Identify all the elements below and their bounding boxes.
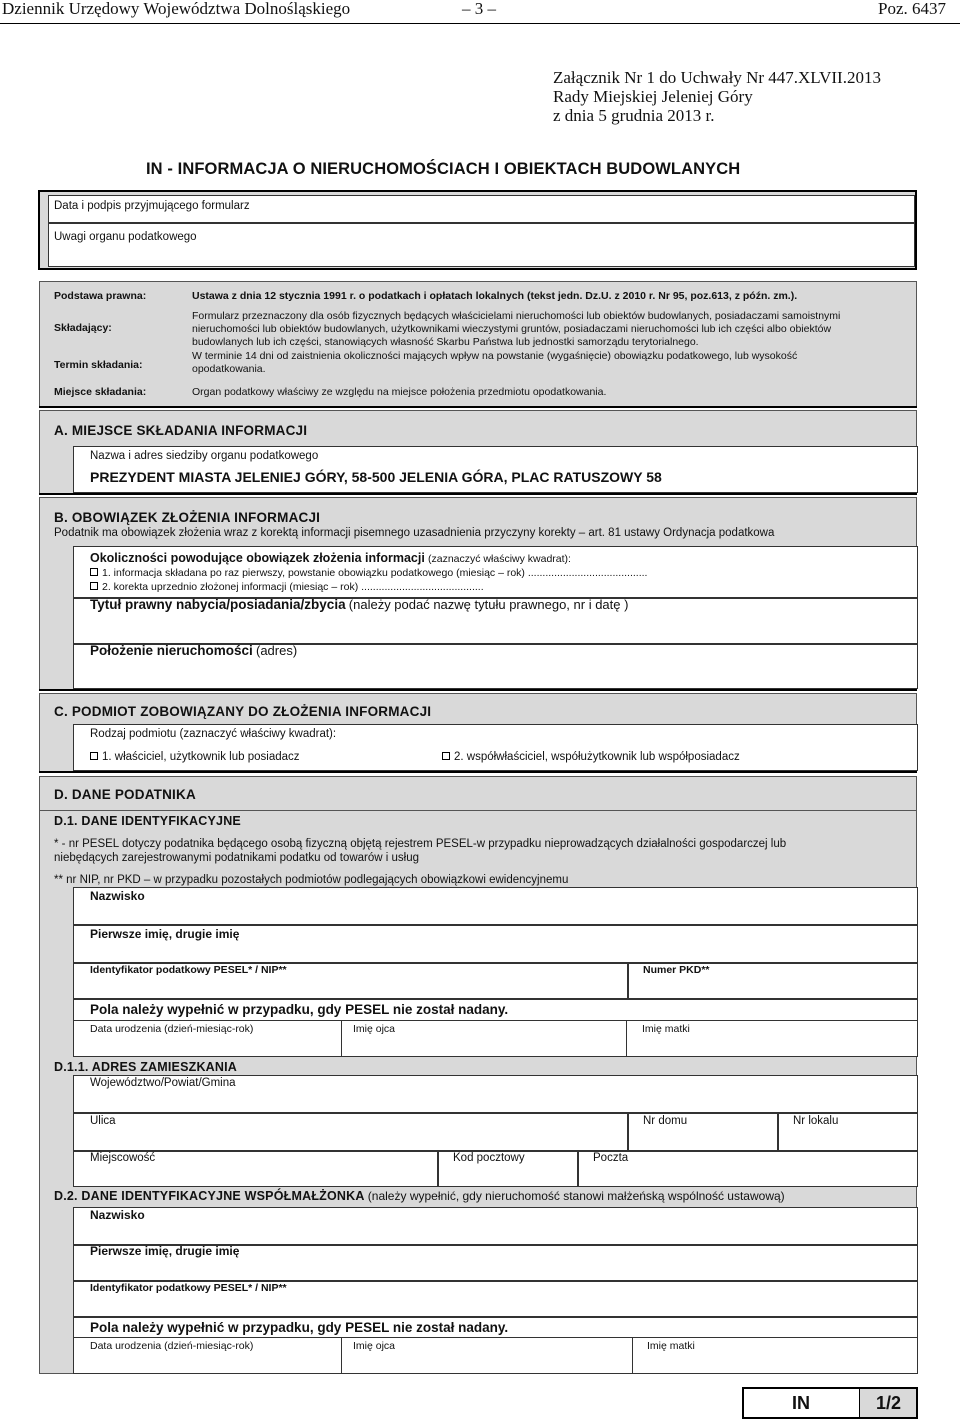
divider — [341, 1021, 342, 1057]
post-office-field[interactable] — [578, 1151, 918, 1187]
divider — [39, 493, 917, 495]
option-first-filing[interactable]: 1. informacja składana po raz pierwszy, powstanie obowiązku podatkowego (miesiąc – rok) ......................................... — [90, 566, 647, 580]
spouse-mother-name-field[interactable]: Imię matki — [647, 1340, 695, 1352]
street-field[interactable] — [73, 1113, 628, 1151]
divider — [626, 1021, 627, 1057]
father-name-field[interactable]: Imię ojca — [353, 1023, 396, 1035]
date-sign-label: Data i podpis przyjmującego formularz — [54, 200, 250, 212]
section-a: A. MIEJSCE SKŁADANIA INFORMACJI Nazwa i adres siedziby organu podatkowego PREZYDENT MIASTA JELENIEJ GÓRY, 58-500 JELENIA GÓRA, PLAC RATUSZOWY 58 — [39, 410, 917, 494]
attachment-note: Załącznik Nr 1 do Uchwały Nr 447.XLVII.2013 Rady Miejskiej Jeleniej Góry z dnia 5 grudnia 2013 r. — [553, 68, 881, 125]
option-correction[interactable]: 2. korekta uprzednio złożonej informacji (miesiąc – rok) .......................................... — [90, 580, 484, 594]
mother-name-field[interactable]: Imię matki — [642, 1023, 690, 1035]
deadline-text: W terminie 14 dni od zaistnienia okoliczności mających wpływ na powstanie (wygaśnięcie) obowiązku podatkowego, lub wysokość opodatkowania. — [192, 350, 798, 375]
form-code-box — [742, 1387, 918, 1419]
option-co-owner[interactable]: 2. współwłaściciel, współużytkownik lub współposiadacz — [442, 750, 740, 764]
divider — [39, 689, 917, 691]
d2-title: D.2. DANE IDENTYFIKACYJNE WSPÓŁMAŁŻONKA (należy wypełnić, gdy nieruchomość stanowi małżeńską wspólność ustawową) — [54, 1189, 785, 1203]
spouse-father-name-field[interactable]: Imię ojca — [353, 1340, 396, 1352]
journal-title: Dziennik Urzędowy Województwa Dolnośląskiego — [2, 0, 351, 18]
legal-basis-text: Ustawa z dnia 12 stycznia 1991 r. o podatkach i opłatach lokalnych (tekst jedn. Dz.U. z 2010 r. Nr 95, poz.613, z późn. zm.). — [192, 290, 798, 302]
section-d-title: D. DANE PODATNIKA — [54, 787, 196, 802]
divider — [40, 810, 916, 811]
checkbox[interactable] — [90, 568, 98, 576]
birth-date-field[interactable]: Data urodzenia (dzień-miesiąc-rok) — [90, 1023, 254, 1035]
pesel-note: * - nr PESEL dotyczy podatnika będącego osobą fizyczną objętą rejestrem PESEL-w przypadku nieprowadzących działalności gospodarczej lub niebędących zarejestrowanymi podatnikami podatku od towarów i usług — [54, 838, 787, 864]
d11-title: D.1.1. ADRES ZAMIESZKANIA — [54, 1060, 238, 1074]
circumstances-label: Okoliczności powodujące obowiązek złożenia informacji (zaznaczyć właściwy kwadrat): — [90, 551, 571, 565]
spouse-birth-date-field[interactable]: Data urodzenia (dzień-miesiąc-rok) — [90, 1340, 254, 1352]
spouse-surname-field[interactable] — [73, 1207, 918, 1245]
filer-text: Formularz przeznaczony dla osób fizycznych będących właścicielami nieruchomości lub obiektów budowlanych, posiadaczami samoistnymi nieruchomości lub obiektów budowlanych, użytkownikami wieczystymi gruntów, posiadaczami nieruchomości lub ich części albo obiektów budowlanych lub ich części, stanowiących własność Skarbu Państwa lub jednostki samorządu terytorialnego. — [192, 310, 841, 348]
page-header — [0, 0, 960, 24]
d1-title: D.1. DANE IDENTYFIKACYJNE — [54, 814, 241, 828]
section-c-title: C. PODMIOT ZOBOWIĄZANY DO ZŁOŻENIA INFORMACJI — [54, 704, 432, 719]
page-number: – 3 – — [462, 0, 496, 18]
property-location-label: Położenie nieruchomości (adres) — [90, 643, 298, 658]
section-a-title: A. MIEJSCE SKŁADANIA INFORMACJI — [54, 423, 308, 438]
nip-note: ** nr NIP, nr PKD – w przypadku pozostałych podmiotów podlegających obowiązkowi ewidencyjnemu — [54, 874, 569, 886]
divider — [39, 406, 917, 408]
section-c: C. PODMIOT ZOBOWIĄZANY DO ZŁOŻENIA INFORMACJI Rodzaj podmiotu (zaznaczyć właściwy kwadrat): 1. właściciel, użytkownik lub posiadacz 2. współwłaściciel, współużytkownik lub współposiadacz — [39, 693, 917, 772]
tax-office-value: PREZYDENT MIASTA JELENIEJ GÓRY, 58-500 JELENIA GÓRA, PLAC RATUSZOWY 58 — [90, 469, 662, 485]
place-text: Organ podatkowy właściwy ze względu na miejsce położenia przedmiotu opodatkowania. — [192, 386, 607, 398]
position-number: Poz. 6437 — [878, 0, 946, 18]
section-b-title: B. OBOWIĄZEK ZŁOŻENIA INFORMACJI — [54, 510, 321, 525]
divider — [73, 1020, 918, 1021]
section-b-subtitle: Podatnik ma obowiązek złożenia wraz z korektą informacji pisemnego uzasadnienia przyczyny korekty – art. 81 ustawy Ordynacja podatkowa — [54, 527, 775, 539]
checkbox[interactable] — [442, 752, 450, 760]
legal-title-label: Tytuł prawny nabycia/posiadania/zbycia (należy podać nazwę tytułu prawnego, nr i datę ) — [90, 597, 629, 612]
section-d: D. DANE PODATNIKA D.1. DANE IDENTYFIKACYJNE * - nr PESEL dotyczy podatnika będącego osobą fizyczną objętą rejestrem PESEL-w przypadku nieprowadzących działalności gospodarczej lub niebędących zarejestrowanymi podatnikami podatku od towarów i usług ** nr NIP, nr PKD – w przypadku pozostałych podmiotów podlegających obowiązkowi ewidencyjnemu Nazwisko Pierwsze imię, drugie imię Identyfikator podatkowy PESEL* / NIP** Numer PKD** Pola należy wypełnić w przypadku, gdy PESEL nie został nadany. Data urodzenia (dzień-miesiąc-rok) Imię ojca Imię matki D.1.1. ADRES ZAMIESZKANIA Województwo/Powiat/Gmina Ulica Nr domu Nr lokalu Miejscowość Kod pocztowy Poczta D.2. DANE IDENTYFIKACYJNE WSPÓŁMAŁŻONKA (należy wypełnić, gdy nieruchomość stanowi małżeńską wspólność ustawową) Nazwisko Pierwsze imię, drugie imię Identyfikator podatkowy PESEL* / NIP** Pola należy wypełnić w przypadku, gdy PESEL nie został nadany. Data urodzenia (dzień-miesiąc-rok) Imię ojca Imię matki — [39, 776, 917, 1374]
remarks-label: Uwagi organu podatkowego — [54, 231, 197, 243]
checkbox[interactable] — [90, 752, 98, 760]
basis-box: Podstawa prawna: Ustawa z dnia 12 stycznia 1991 r. o podatkach i opłatach lokalnych (tekst jedn. Dz.U. z 2010 r. Nr 95, poz.613, z późn. zm.). Składający: Formularz przeznaczony dla osób fizycznych będących właścicielami nieruchomości lub obiektów budowlanych, posiadaczami samoistnymi nieruchomości lub obiektów budowlanych, użytkownikami wieczystymi gruntów, posiadaczami nieruchomości lub ich części albo obiektów budowlanych lub ich części, stanowiących własność Skarbu Państwa lub jednostki samorządu terytorialnego. Termin składania: W terminie 14 dni od zaistnienia okoliczności mających wpływ na powstanie (wygaśnięcie) obowiązku podatkowego, lub wysokość opodatkowania. Miejsce składania: Organ podatkowy właściwy ze względu na miejsce położenia przedmiotu opodatkowania. — [39, 281, 917, 407]
section-b — [39, 497, 917, 690]
divider — [632, 1337, 633, 1374]
no-pesel-note: Pola należy wypełnić w przypadku, gdy PESEL nie został nadany. — [90, 1002, 509, 1017]
option-owner[interactable]: 1. właściciel, użytkownik lub posiadacz — [90, 750, 300, 764]
divider — [341, 1337, 342, 1374]
form-page: 1/2 — [876, 1393, 902, 1413]
office-box — [38, 190, 917, 270]
divider — [73, 1337, 918, 1338]
form-title: IN - INFORMACJA O NIERUCHOMOŚCIACH I OBIEKTACH BUDOWLANYCH — [146, 160, 741, 178]
checkbox[interactable] — [90, 582, 98, 590]
form-code: IN — [792, 1393, 810, 1413]
divider — [39, 771, 917, 773]
surname-field[interactable] — [73, 887, 918, 925]
